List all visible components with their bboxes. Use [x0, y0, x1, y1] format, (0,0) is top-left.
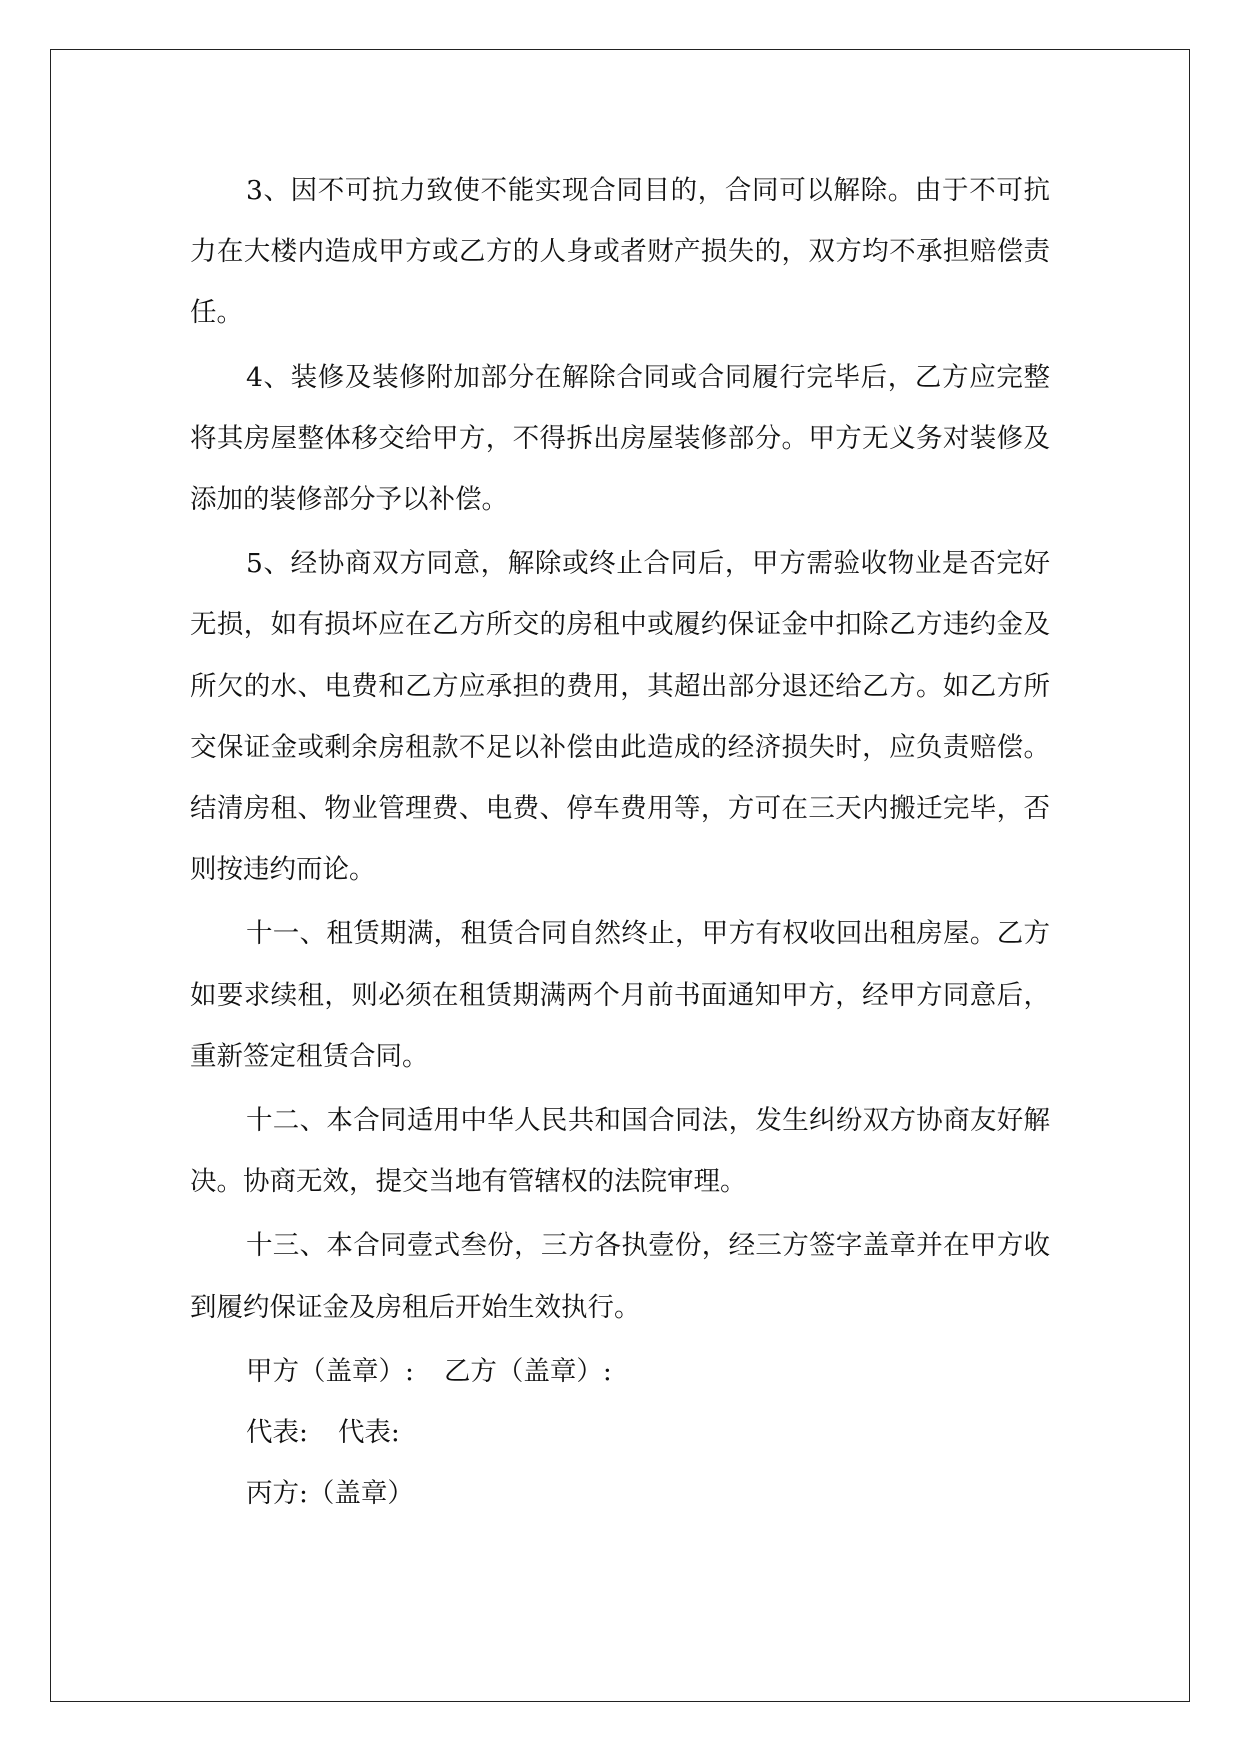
- party-b-rep-label: 代表:: [337, 1417, 400, 1449]
- party-b-seal-label: 乙方（盖章）:: [443, 1355, 612, 1387]
- signature-line-representatives: [190, 1402, 1050, 1463]
- party-a-rep-label: 代表:: [246, 1417, 308, 1449]
- paragraph-article-12: 十二、本合同适用中华人民共和国合同法，发生纠纷双方协商友好解决。协商无效，提交当地有管辖权的法院审理。: [190, 1105, 1050, 1198]
- paragraph-clause-4: 4、装修及装修附加部分在解除合同或合同履行完毕后，乙方应完整将其房屋整体移交给甲方，不得拆出房屋装修部分。甲方无义务对装修及添加的装修部分予以补偿。: [190, 361, 1050, 516]
- paragraph-clause-3: 3、因不可抗力致使不能实现合同目的，合同可以解除。由于不可抗力在大楼内造成甲方或乙方的人身或者财产损失的，双方均不承担赔偿责任。: [190, 175, 1050, 329]
- signature-line-party-c: [190, 1463, 1050, 1524]
- party-c-seal-label: 丙方:（盖章）: [246, 1478, 414, 1510]
- paragraph-clause-5: 5、经协商双方同意，解除或终止合同后，甲方需验收物业是否完好无损，如有损坏应在乙方所交的房租中或履约保证金中扣除乙方违约金及所欠的水、电费和乙方应承担的费用，其超出部分退还给乙方。如乙方所交保证金或剩余房租款不足以补偿由此造成的经济损失时，应负责赔偿。结清房租、物业管理费、电费、停车费用等，方可在三天内搬迁完毕，否则按违约而论。: [190, 548, 1050, 886]
- party-a-seal-label: 甲方（盖章）:: [246, 1355, 414, 1387]
- document-body: [190, 160, 1050, 1524]
- paragraph-article-13: 十三、本合同壹式叁份，三方各执壹份，经三方签字盖章并在甲方收到履约保证金及房租后开始生效执行。: [190, 1230, 1050, 1323]
- paragraph-article-11: 十一、租赁期满，租赁合同自然终止，甲方有权收回出租房屋。乙方如要求续租，则必须在租赁期满两个月前书面通知甲方，经甲方同意后，重新签定租赁合同。: [190, 918, 1050, 1072]
- signature-line-parties: [190, 1341, 1050, 1402]
